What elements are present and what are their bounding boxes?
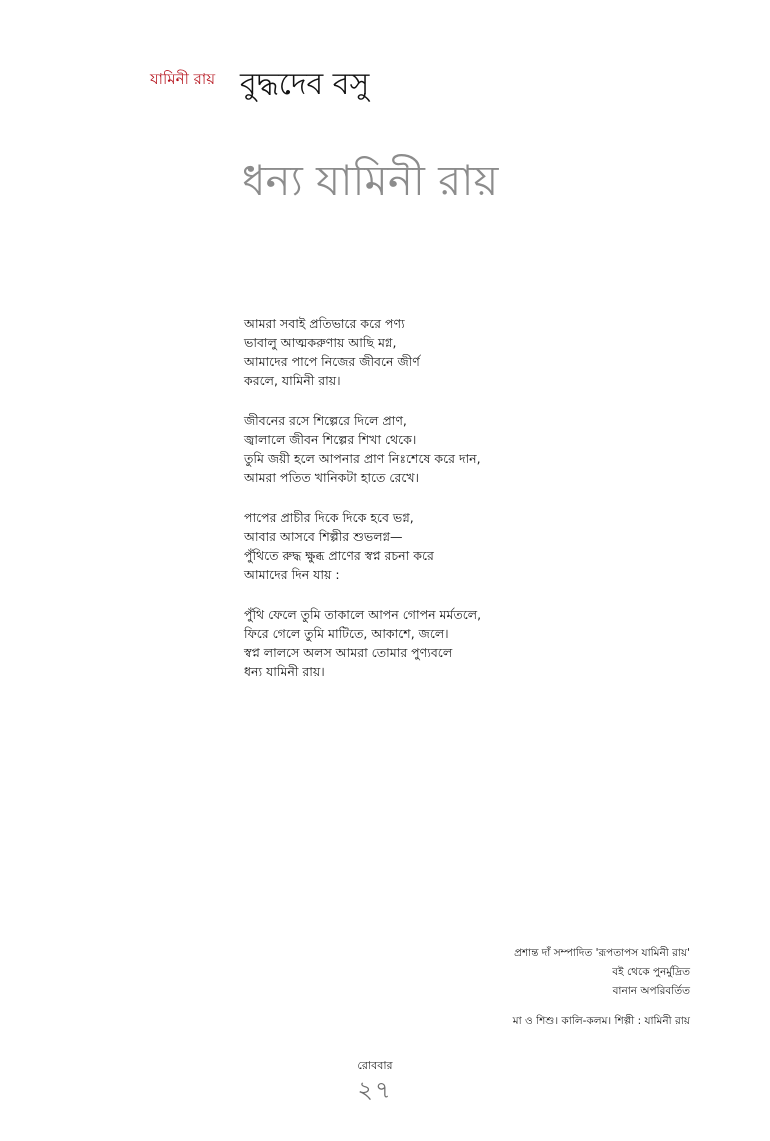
poem-line: পাপের প্রাচীর দিকে দিকে হবে ভগ্ন, bbox=[244, 510, 414, 525]
poem-line: ভাবালু আত্মকরুণায় আছি মগ্ন, bbox=[244, 335, 397, 350]
poem-line: আমাদের পাপে নিজের জীবনে জীর্ণ bbox=[244, 354, 420, 369]
source-credits bbox=[514, 944, 690, 1001]
poem-line: পুঁথি ফেলে তুমি তাকালে আপন গোপন মর্মতলে, bbox=[244, 607, 482, 622]
poem-line: আবার আসবে শিল্পীর শুভলগ্ন— bbox=[244, 529, 403, 544]
poem-line: তুমি জয়ী হলে আপনার প্রাণ নিঃশেষে করে দান, bbox=[244, 451, 481, 466]
poem-line: আমাদের দিন যায় : bbox=[244, 567, 340, 582]
section-label: যামিনী রায় bbox=[150, 70, 216, 88]
poem-line: ধন্য যামিনী রায়। bbox=[244, 664, 325, 679]
poem-line: ফিরে গেলে তুমি মাটিতে, আকাশে, জলে। bbox=[244, 626, 449, 641]
page-footer bbox=[340, 1057, 410, 1102]
poem-body bbox=[244, 314, 564, 702]
poem-line: জ্বালালে জীবন শিল্পের শিখা থেকে। bbox=[244, 432, 417, 447]
stanza bbox=[244, 605, 564, 681]
poem-line: আমরা পতিত খানিকটা হাতে রেখে। bbox=[244, 470, 420, 485]
stanza bbox=[244, 314, 564, 390]
poem-title: ধন্য যামিনী রায় bbox=[242, 156, 499, 205]
publication-name: রোববার bbox=[357, 1059, 393, 1072]
poem-line: আমরা সবাই প্রতিভারে করে পণ্য bbox=[244, 316, 405, 331]
poem-line: স্বপ্ন লালসে অলস আমরা তোমার পুণ্যবলে bbox=[244, 645, 453, 660]
stanza bbox=[244, 411, 564, 487]
poem-line: করলে, যামিনী রায়। bbox=[244, 373, 341, 388]
credit-line: প্রশান্ত দাঁ সম্পাদিত 'রূপতাপস যামিনী রায়' bbox=[514, 947, 690, 959]
poem-line: জীবনের রসে শিল্পেরে দিলে প্রাণ, bbox=[244, 413, 407, 428]
stanza bbox=[244, 508, 564, 584]
credit-line: বানান অপরিবর্তিত bbox=[612, 985, 690, 997]
page-number: ২৭ bbox=[357, 1076, 393, 1104]
credit-line: বই থেকে পুনর্মুদ্রিত bbox=[612, 966, 690, 978]
author-name: বুদ্ধদেব বসু bbox=[240, 67, 370, 102]
poem-line: পুঁথিতে রুদ্ধ ক্ষুব্ধ প্রাণের স্বপ্ন রচনা করে bbox=[244, 548, 434, 563]
artwork-caption: মা ও শিশু। কালি-কলম। শিল্পী : যামিনী রায় bbox=[512, 1015, 690, 1027]
